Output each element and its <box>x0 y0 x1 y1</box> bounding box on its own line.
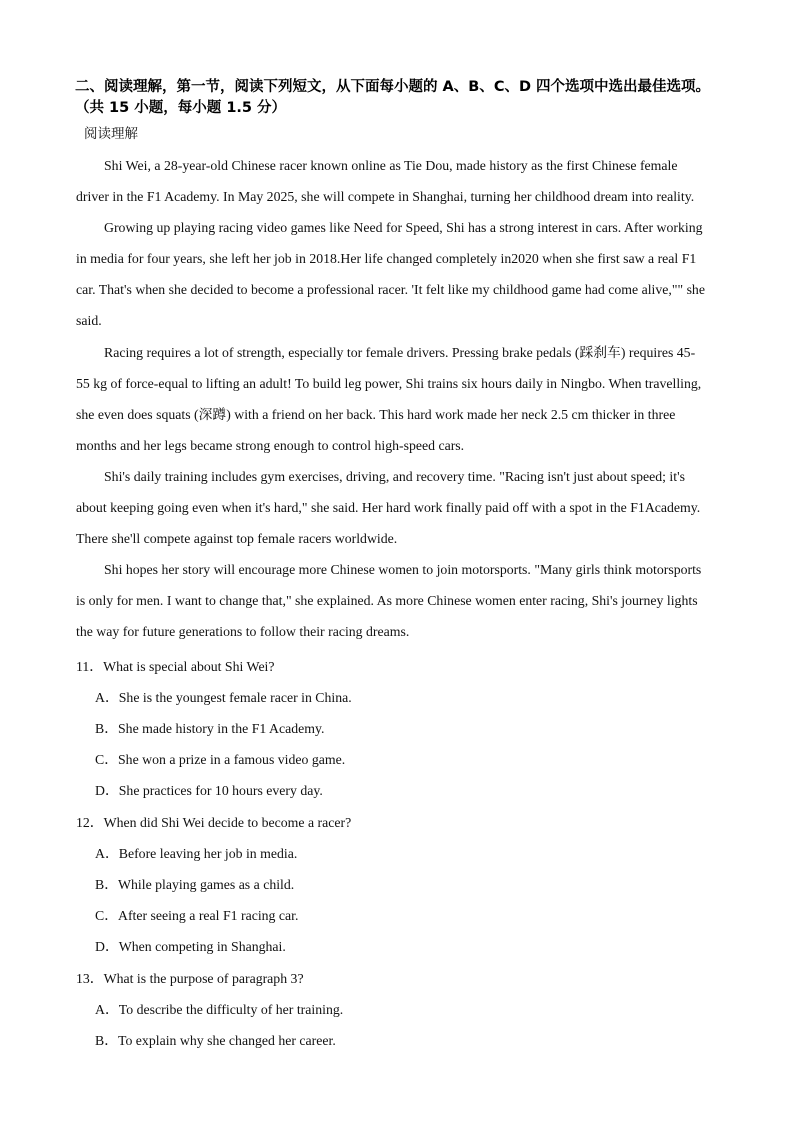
section-header <box>75 77 775 119</box>
question-11-option-b[interactable]: B．She made history in the F1 Academy. <box>95 721 325 736</box>
question-12-stem: 12．When did Shi Wei decide to become a racer? <box>76 815 352 830</box>
section-header-line-2: （共 15 小题，每小题 1.5 分） <box>75 100 287 116</box>
passage-line: is only for men. I want to change that," she explained. As more Chinese women enter racing, Shi's journey lights <box>76 593 698 609</box>
passage-line: Growing up playing racing video games like Need for Speed, Shi has a strong interest in cars. After working <box>104 220 703 236</box>
passage-line: she even does squats (深蹲) with a friend on her back. This hard work made her neck 2.5 cm thicker in three <box>76 406 676 422</box>
question-13-stem: 13．What is the purpose of paragraph 3? <box>76 971 304 986</box>
passage-paragraph-3 <box>76 337 744 461</box>
passage-line: in media for four years, she left her job in 2018.Her life changed completely in2020 when she first saw a real F1 <box>76 251 697 267</box>
passage-line: Shi's daily training includes gym exercises, driving, and recovery time. "Racing isn't just about speed; it's <box>104 468 685 484</box>
passage-line: Racing requires a lot of strength, especially tor female drivers. Pressing brake pedals (踩刹车) requires 45- <box>104 344 696 360</box>
passage-line: driver in the F1 Academy. In May 2025, she will compete in Shanghai, turning her childhood dream into reality. <box>76 189 695 205</box>
passage-line: Shi Wei, a 28-year-old Chinese racer known online as Tie Dou, made history as the first Chinese female <box>104 158 678 173</box>
passage-line: about keeping going even when it's hard," she said. Her hard work finally paid off with a spot in the F1Academy. <box>76 500 701 516</box>
passage-line: said. <box>76 313 102 329</box>
question-12-option-c[interactable]: C．After seeing a real F1 racing car. <box>95 908 299 923</box>
passage-paragraph-1 <box>76 150 744 212</box>
passage-paragraph-4 <box>76 461 744 554</box>
passage-line: the way for future generations to follow their racing dreams. <box>76 624 410 640</box>
question-13-option-a[interactable]: A．To describe the difficulty of her training. <box>95 1002 344 1017</box>
section-label: 阅读理解 <box>84 126 138 142</box>
question-12-option-b[interactable]: B．While playing games as a child. <box>95 877 295 892</box>
reading-passage <box>76 150 744 648</box>
passage-paragraph-2 <box>76 212 744 336</box>
passage-line: car. That's when she decided to become a professional racer. 'It felt like my childhood game had come alive,"" she <box>76 282 705 298</box>
passage-paragraph-5 <box>76 554 744 647</box>
passage-line: Shi hopes her story will encourage more Chinese women to join motorsports. "Many girls think motorsports <box>104 562 702 578</box>
question-11-stem: 11．What is special about Shi Wei? <box>76 659 275 674</box>
question-11-option-a[interactable]: A．She is the youngest female racer in China. <box>95 690 352 705</box>
question-13-option-b[interactable]: B．To explain why she changed her career. <box>95 1033 336 1048</box>
section-header-line-1: 二、阅读理解，第一节，阅读下列短文，从下面每小题的 A、B、C、D 四个选项中选出最佳选项。 <box>75 79 711 95</box>
question-12-option-a[interactable]: A．Before leaving her job in media. <box>95 846 298 861</box>
question-12-option-d[interactable]: D．When competing in Shanghai. <box>95 939 286 954</box>
question-11-option-d[interactable]: D．She practices for 10 hours every day. <box>95 783 323 798</box>
passage-line: There she'll compete against top female racers worldwide. <box>76 531 398 547</box>
passage-line: months and her legs became strong enough to control high-speed cars. <box>76 437 465 453</box>
passage-line: 55 kg of force-equal to lifting an adult! To build leg power, Shi trains six hours daily in Ningbo. When travelling, <box>76 375 702 391</box>
question-11-option-c[interactable]: C．She won a prize in a famous video game. <box>95 752 346 767</box>
